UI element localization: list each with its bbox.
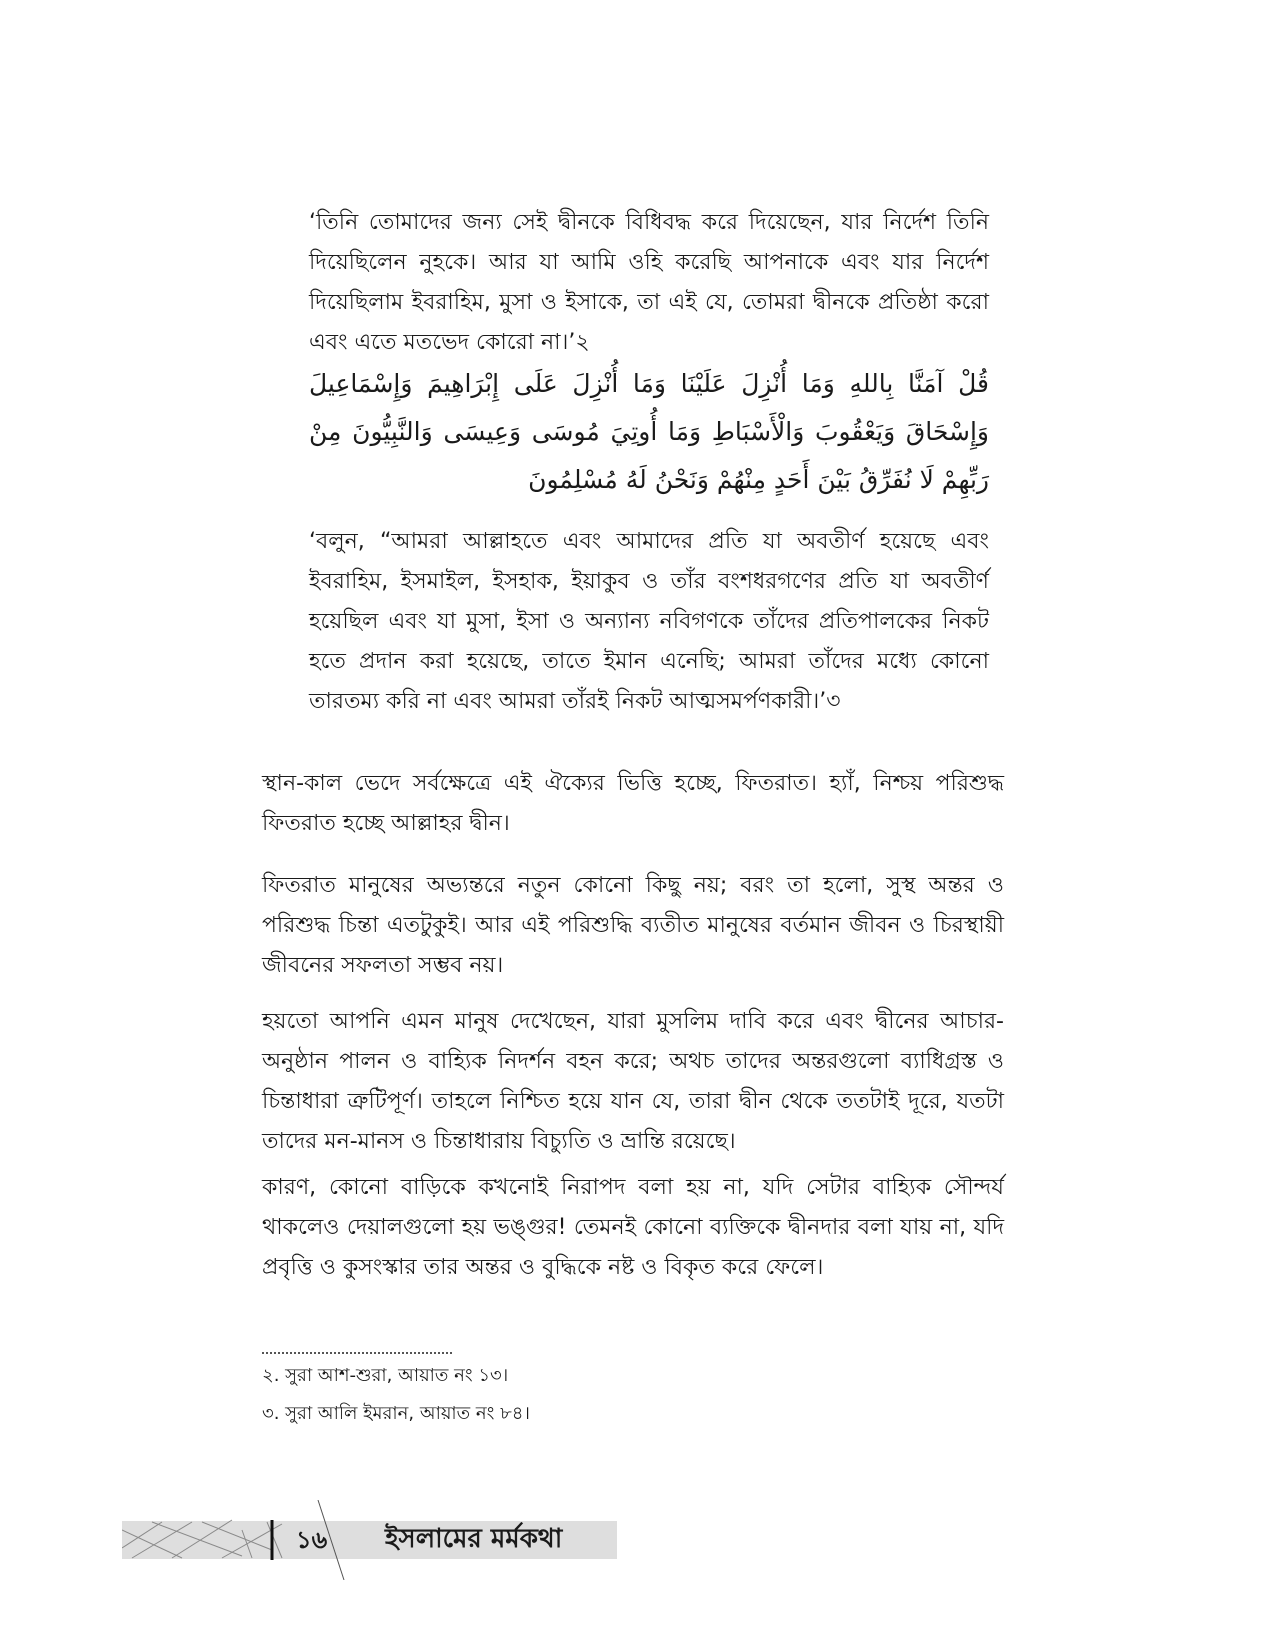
book-title: ইসলামের মর্মকথা <box>385 1524 563 1554</box>
arabic-verse: قُلْ آمَنَّا بِاللهِ وَمَا أُنْزِلَ عَلَيْنَا وَمَا أُنْزِلَ عَلَى إِبْرَاهِيمَ وَإِسْمَاعِيلَ وَإِسْحَاقَ وَيَعْقُوبَ وَالْأَسْبَاطِ وَمَا أُوتِيَ مُوسَى وَعِيسَى وَالنَّبِيُّونَ مِنْ رَبِّهِمْ لَا نُفَرِّقُ بَيْنَ أَحَدٍ مِنْهُمْ وَنَحْنُ لَهُ مُسْلِمُونَ <box>309 369 989 494</box>
paragraph-house-analogy: কারণ, কোনো বাড়িকে কখনোই নিরাপদ বলা হয় না, যদি সেটার বাহ্যিক সৌন্দর্য থাকলেও দেয়ালগুলো হয় ভঙ্গুর! তেমনই কোনো ব্যক্তিকে দ্বীনদার বলা যায় না, যদি প্রবৃত্তি ও কুসংস্কার তার অন্তর ও বুদ্ধিকে নষ্ট ও বিকৃত করে ফেলে। <box>262 1175 1004 1280</box>
quote-surah-shura: ‘তিনি তোমাদের জন্য সেই দ্বীনকে বিধিবদ্ধ করে দিয়েছেন, যার নির্দেশ তিনি দিয়েছিলেন নুহকে। আর যা আমি ওহি করেছি আপনাকে এবং যার নির্দেশ দিয়েছিলাম ইবরাহিম, মুসা ও ইসাকে, তা এই যে, তোমরা দ্বীনকে প্রতিষ্ঠা করো এবং এতে মতভেদ কোরো না।’২ <box>309 210 989 355</box>
paragraph-hypocrisy: হয়তো আপনি এমন মানুষ দেখেছেন, যারা মুসলিম দাবি করে এবং দ্বীনের আচার-অনুষ্ঠান পালন ও বাহ্যিক নিদর্শন বহন করে; অথচ তাদের অন্তরগুলো ব্যাধিগ্রস্ত ও চিন্তাধারা ত্রুটিপূর্ণ। তাহলে নিশ্চিত হয়ে যান যে, তারা দ্বীন থেকে ততটাই দূরে, যতটা তাদের মন-মানস ও চিন্তাধারায় বিচ্যুতি ও ভ্রান্তি রয়েছে। <box>262 1009 1004 1154</box>
footnote-separator <box>262 1352 452 1354</box>
footnote-3: ৩. সুরা আলি ইমরান, আয়াত নং ৮৪। <box>262 1403 530 1424</box>
quote-surah-imran: ‘বলুন, “আমরা আল্লাহতে এবং আমাদের প্রতি যা অবতীর্ণ হয়েছে এবং ইবরাহিম, ইসমাইল, ইসহাক, ইয়াকুব ও তাঁর বংশধরগণের প্রতি যা অবতীর্ণ হয়েছিল এবং যা মুসা, ইসা ও অন্যান্য নবিগণকে তাঁদের প্রতিপালকের নিকট হতে প্রদান করা হয়েছে, তাতে ইমান এনেছি; আমরা তাঁদের মধ্যে কোনো তারতম্য করি না এবং আমরা তাঁরই নিকট আত্মসমর্পণকারী।’৩ <box>309 529 989 714</box>
footnote-2: ২. সুরা আশ-শুরা, আয়াত নং ১৩। <box>262 1365 509 1386</box>
footer-decoration <box>122 1500 382 1580</box>
paragraph-fitrah-unity: স্থান-কাল ভেদে সর্বক্ষেত্রে এই ঐক্যের ভিত্তি হচ্ছে, ফিতরাত। হ্যাঁ, নিশ্চয় পরিশুদ্ধ ফিতরাত হচ্ছে আল্লাহর দ্বীন। <box>262 771 1004 836</box>
page-number: ১৬ <box>296 1526 328 1554</box>
paragraph-fitrah-meaning: ফিতরাত মানুষের অভ্যন্তরে নতুন কোনো কিছু নয়; বরং তা হলো, সুস্থ অন্তর ও পরিশুদ্ধ চিন্তা এতটুকুই। আর এই পরিশুদ্ধি ব্যতীত মানুষের বর্তমান জীবন ও চিরস্থায়ী জীবনের সফলতা সম্ভব নয়। <box>262 873 1004 978</box>
